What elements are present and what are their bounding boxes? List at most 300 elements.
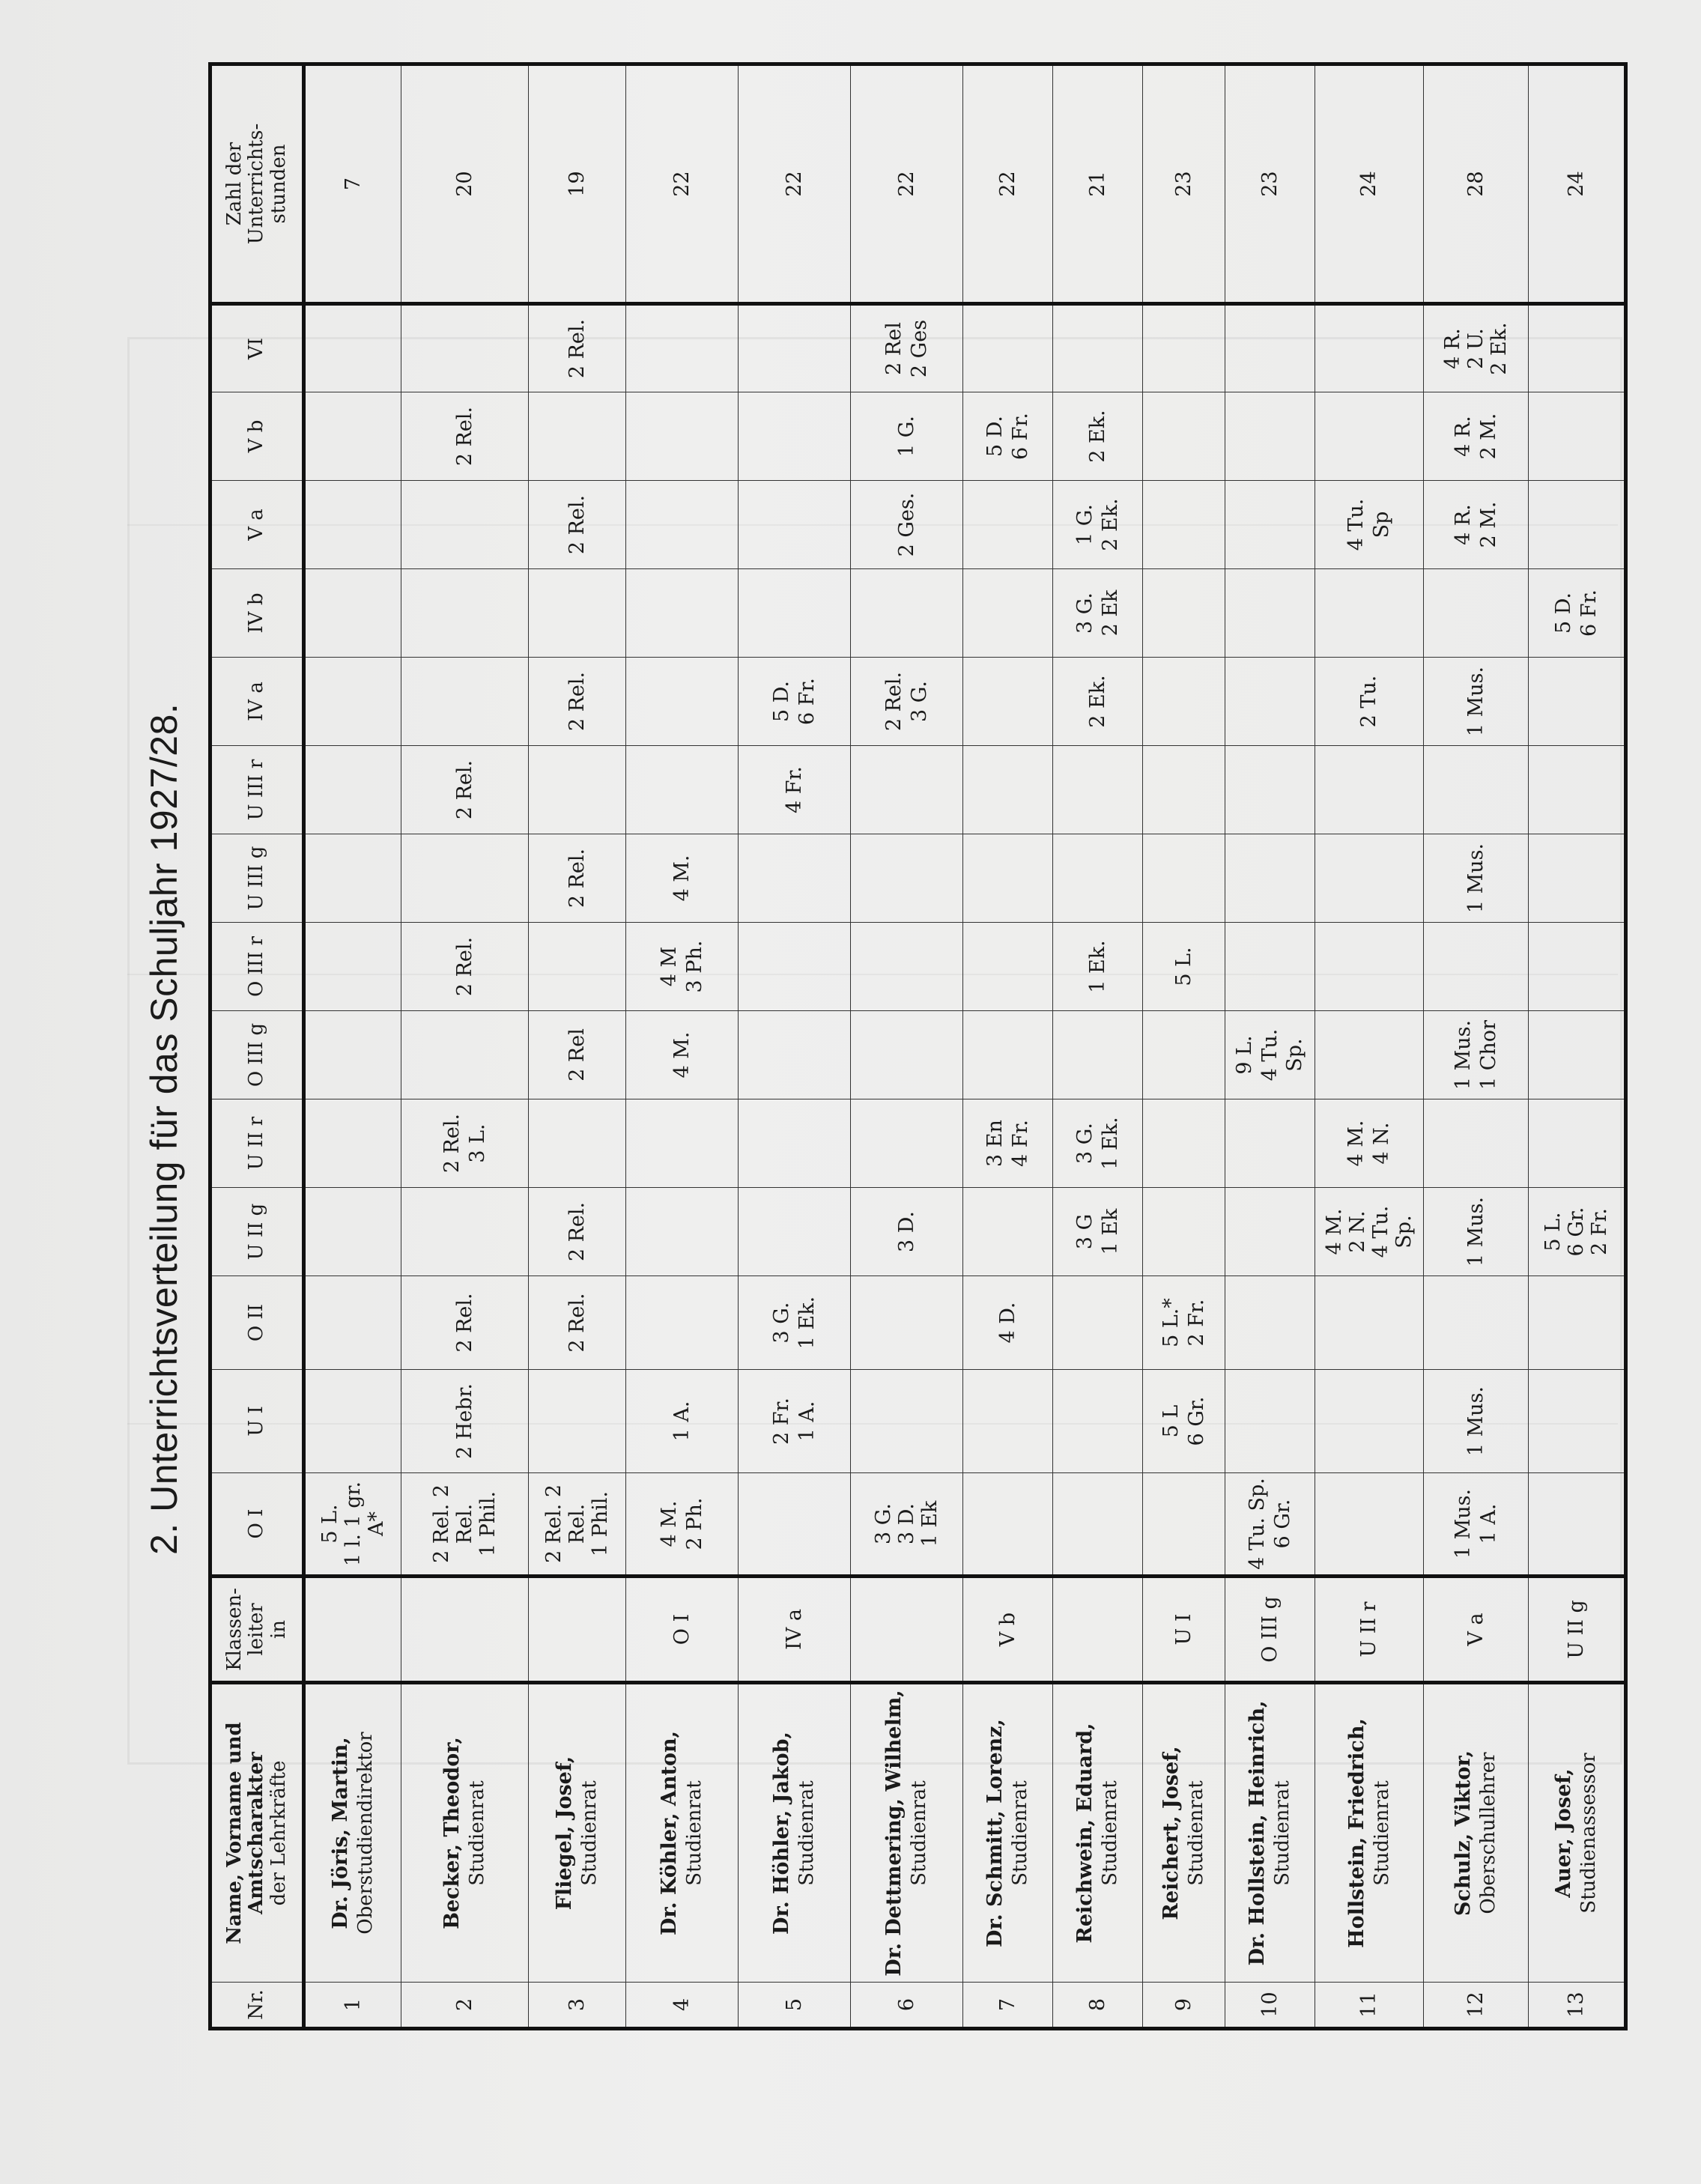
class-hours-cell: [739, 481, 851, 569]
teacher-rank: Studienrat: [908, 1780, 931, 1886]
class-hours-cell: [1225, 481, 1315, 569]
class-hours-cell: [401, 746, 529, 834]
class-hours-cell: [401, 304, 529, 392]
class-hours-cell: [963, 834, 1053, 923]
class-hours-cell: [626, 481, 739, 569]
class-hours-cell: [739, 1188, 851, 1276]
teacher-row: [529, 64, 626, 2029]
class-hours-cell: [1529, 1473, 1626, 1577]
teacher-rank: Studienrat: [1185, 1780, 1208, 1886]
class-hours-cell: [304, 1099, 401, 1188]
total-hours: 23: [1143, 64, 1225, 304]
teacher-rank: Studienrat: [795, 1780, 819, 1886]
class-hours-cell: [739, 569, 851, 658]
subject-hours: 4 Tu. Sp: [1344, 498, 1393, 551]
teacher-rank: Studienrat: [1099, 1780, 1122, 1886]
header-class-oii: O II: [210, 1276, 304, 1370]
subject-hours: 2 U.: [1464, 328, 1488, 369]
class-hours-cell: [1424, 481, 1529, 569]
teacher-row: [1143, 64, 1225, 2029]
class-hours-cell: [1143, 1011, 1225, 1099]
class-hours-cell: [1225, 392, 1315, 481]
teacher-rank: Oberstudiendirektor: [354, 1732, 378, 1935]
header-zahl: [210, 64, 304, 304]
teacher-name: Dr. Höhler, Jakob,: [770, 1732, 794, 1935]
class-hours-cell: [739, 834, 851, 923]
row-number: 1: [304, 1983, 401, 2029]
class-hours-cell: [851, 481, 963, 569]
class-hours-cell: [851, 658, 963, 746]
class-hours-cell: [963, 1370, 1053, 1473]
class-hours-cell: [1424, 658, 1529, 746]
subject-hours: 2 Ek.: [1085, 410, 1109, 463]
class-hours-cell: [401, 1188, 529, 1276]
teacher-rank: Studienassessor: [1577, 1753, 1601, 1914]
class-hours-cell: [851, 1276, 963, 1370]
class-hours-cell: [626, 746, 739, 834]
subject-hours: 1 l. 1 gr. A*: [341, 1481, 389, 1567]
class-hours-cell: [1143, 658, 1225, 746]
class-hours-cell: [1315, 1099, 1424, 1188]
total-hours: 22: [851, 64, 963, 304]
class-hours-cell: [963, 1011, 1053, 1099]
teacher-row: [1424, 64, 1529, 2029]
subject-hours: 5 L.*: [1159, 1298, 1183, 1347]
header-class-vi: VI: [210, 304, 304, 392]
teacher-row: [963, 64, 1053, 2029]
subject-hours: 1 Ek.: [1098, 1117, 1122, 1170]
teacher-name: Fliegel, Josef,: [553, 1756, 577, 1911]
header-zahl-line: Unterrichts-: [245, 123, 268, 245]
subject-hours: 1 Ek: [918, 1500, 942, 1547]
class-hours-cell: [1053, 304, 1143, 392]
subject-hours: 4 R.: [1451, 504, 1475, 545]
class-hours-cell: [1053, 1099, 1143, 1188]
teacher-row: [1225, 64, 1315, 2029]
class-hours-cell: [304, 923, 401, 1011]
subject-hours: 2 Rel.: [440, 1113, 464, 1174]
class-hours-cell: [1424, 569, 1529, 658]
class-hours-cell: [1315, 1188, 1424, 1276]
klassenleiter-cell: [529, 1577, 626, 1683]
subject-hours: 3 Ph.: [682, 940, 706, 993]
subject-hours: 5 L.: [318, 1504, 342, 1544]
class-hours-cell: [626, 1276, 739, 1370]
klassenleiter-cell: [1053, 1577, 1143, 1683]
subject-hours: 9 L.: [1232, 1035, 1256, 1075]
class-hours-cell: [1143, 1099, 1225, 1188]
class-hours-cell: [1315, 1011, 1424, 1099]
class-hours-cell: [1529, 746, 1626, 834]
total-hours: 20: [401, 64, 529, 304]
class-hours-cell: [1424, 1188, 1529, 1276]
subject-hours: 1 Ek: [1098, 1208, 1122, 1255]
subject-hours: 4 M.: [1322, 1208, 1346, 1255]
teacher-name-cell: [1424, 1683, 1529, 1983]
class-hours-cell: [1424, 304, 1529, 392]
class-hours-cell: [1143, 481, 1225, 569]
header-class-vb: V b: [210, 392, 304, 481]
class-hours-cell: [1315, 834, 1424, 923]
class-hours-cell: [739, 304, 851, 392]
total-hours: 24: [1315, 64, 1424, 304]
row-number: 10: [1225, 1983, 1315, 2029]
subject-hours: 1 Mus.: [1464, 1196, 1488, 1267]
class-hours-cell: [851, 1370, 963, 1473]
row-number: 4: [626, 1983, 739, 2029]
class-hours-cell: [1225, 1276, 1315, 1370]
class-hours-cell: [963, 304, 1053, 392]
class-hours-cell: [1529, 834, 1626, 923]
subject-hours: 1 Ek.: [1085, 940, 1109, 993]
subject-hours: 2 Rel.: [452, 936, 476, 997]
total-hours: 7: [304, 64, 401, 304]
class-hours-cell: [401, 1473, 529, 1577]
class-hours-cell: [963, 1276, 1053, 1370]
class-hours-cell: [851, 1099, 963, 1188]
teacher-name: Dr. Hollstein, Heinrich,: [1246, 1700, 1270, 1966]
class-hours-cell: [1529, 481, 1626, 569]
class-hours-cell: [1529, 1276, 1626, 1370]
header-kl-line: in: [267, 1619, 290, 1639]
header-zahl-line: stunden: [267, 144, 290, 224]
class-hours-cell: [963, 481, 1053, 569]
class-hours-cell: [851, 923, 963, 1011]
class-hours-cell: [739, 1473, 851, 1577]
class-hours-cell: [304, 304, 401, 392]
class-hours-cell: [851, 569, 963, 658]
class-hours-cell: [401, 658, 529, 746]
class-hours-cell: [1143, 1276, 1225, 1370]
teacher-row: [626, 64, 739, 2029]
class-hours-cell: [1143, 923, 1225, 1011]
class-hours-cell: [529, 1276, 626, 1370]
subject-hours: 2 M.: [1476, 501, 1500, 548]
row-number: 7: [963, 1983, 1053, 2029]
teacher-row: [304, 64, 401, 2029]
page-title: 2. Unterrichtsverteilung für das Schuljahr 1927/28.: [143, 703, 185, 1555]
total-hours: 24: [1529, 64, 1626, 304]
class-hours-cell: [1529, 658, 1626, 746]
total-hours: 19: [529, 64, 626, 304]
class-hours-cell: [1225, 1188, 1315, 1276]
subject-hours: 1 Chor: [1476, 1020, 1500, 1090]
subject-hours: 1 Phil.: [476, 1490, 500, 1557]
class-hours-cell: [626, 392, 739, 481]
teacher-name-cell: [851, 1683, 963, 1983]
class-hours-cell: [851, 1188, 963, 1276]
subject-hours: 5 L.: [1171, 947, 1195, 986]
teacher-name: Auer, Josef,: [1552, 1768, 1576, 1898]
subject-hours: 2 Rel. 2 Rel.: [542, 1484, 589, 1564]
class-hours-cell: [1424, 746, 1529, 834]
class-hours-cell: [1225, 746, 1315, 834]
header-kl-line: leiter: [245, 1603, 268, 1656]
header-zahl-line: Zahl der: [223, 142, 246, 226]
class-hours-cell: [626, 1011, 739, 1099]
class-hours-cell: [1529, 1099, 1626, 1188]
subject-hours: 6 Gr.: [1564, 1207, 1588, 1257]
class-hours-cell: [963, 923, 1053, 1011]
class-hours-cell: [1225, 923, 1315, 1011]
subject-hours: 4 Tu. Sp.: [1258, 1028, 1307, 1082]
row-number: 9: [1143, 1983, 1225, 2029]
class-hours-cell: [401, 392, 529, 481]
class-hours-cell: [1315, 392, 1424, 481]
subject-hours: 2 Ek.: [1488, 322, 1512, 375]
teacher-row: [401, 64, 529, 2029]
subject-hours: 1 G.: [1073, 504, 1097, 545]
class-hours-cell: [1053, 923, 1143, 1011]
row-number: 13: [1529, 1983, 1626, 2029]
teacher-name-cell: [963, 1683, 1053, 1983]
class-hours-cell: [529, 1099, 626, 1188]
class-hours-cell: [626, 1473, 739, 1577]
class-hours-cell: [401, 1276, 529, 1370]
subject-hours: 4 M.: [670, 1031, 694, 1079]
subject-hours: 4 Tu. Sp.: [1245, 1478, 1269, 1570]
subject-hours: 4 M: [657, 946, 681, 987]
subject-hours: 4 Fr.: [782, 765, 806, 814]
class-hours-cell: [1225, 1370, 1315, 1473]
class-hours-cell: [529, 658, 626, 746]
header-class-uiig: U II g: [210, 1188, 304, 1276]
klassenleiter-cell: [851, 1577, 963, 1683]
class-hours-cell: [963, 1473, 1053, 1577]
subject-hours: 1 A.: [795, 1401, 819, 1442]
class-hours-cell: [1053, 1370, 1143, 1473]
header-name: [210, 1683, 304, 1983]
class-hours-cell: [626, 923, 739, 1011]
class-hours-cell: [851, 304, 963, 392]
class-hours-cell: [1315, 746, 1424, 834]
subject-hours: 4 R.: [1440, 328, 1464, 369]
class-hours-cell: [1424, 834, 1529, 923]
class-hours-cell: [1225, 1099, 1315, 1188]
subject-hours: 2 Rel.: [565, 318, 589, 379]
row-number: 5: [739, 1983, 851, 2029]
class-hours-cell: [626, 304, 739, 392]
subject-hours: 1 Mus.: [1464, 1386, 1488, 1457]
total-hours: 21: [1053, 64, 1143, 304]
teacher-row: [851, 64, 963, 2029]
header-nr: Nr.: [210, 1983, 304, 2029]
subject-hours: 2 Hebr.: [452, 1383, 476, 1460]
class-hours-cell: [1529, 1370, 1626, 1473]
subject-hours: 3 G: [1073, 1213, 1097, 1250]
class-hours-cell: [1424, 923, 1529, 1011]
teacher-row: [1529, 64, 1626, 2029]
class-hours-cell: [401, 569, 529, 658]
table-body: [210, 64, 1626, 2029]
class-hours-cell: [1143, 834, 1225, 923]
class-hours-cell: [1315, 481, 1424, 569]
class-hours-cell: [1315, 1276, 1424, 1370]
class-hours-cell: [1315, 1473, 1424, 1577]
subject-hours: 1 Phil.: [589, 1490, 613, 1557]
class-hours-cell: [1529, 1188, 1626, 1276]
subject-hours: 3 G.: [871, 1503, 895, 1544]
header-name-line: Name, Vorname und: [223, 1722, 246, 1944]
class-hours-cell: [739, 1011, 851, 1099]
class-hours-cell: [304, 1370, 401, 1473]
teacher-name-cell: [1529, 1683, 1626, 1983]
klassenleiter-cell: U II r: [1315, 1577, 1424, 1683]
subject-hours: 2 Ges: [907, 319, 931, 378]
class-hours-cell: [1053, 1188, 1143, 1276]
class-hours-cell: [1529, 392, 1626, 481]
subject-hours: 2 Rel.: [565, 848, 589, 909]
subject-hours: 6 Gr.: [1270, 1499, 1294, 1549]
subject-hours: 2 Rel.: [452, 1293, 476, 1353]
subject-hours: 3 G.: [1073, 1123, 1097, 1164]
class-hours-cell: [739, 746, 851, 834]
header-name-line: der Lehrkräfte: [267, 1760, 290, 1906]
subject-hours: 2 Rel.: [565, 1293, 589, 1353]
class-hours-cell: [1529, 1011, 1626, 1099]
class-hours-cell: [1225, 304, 1315, 392]
class-hours-cell: [529, 834, 626, 923]
class-hours-cell: [1053, 392, 1143, 481]
klassenleiter-cell: V a: [1424, 1577, 1529, 1683]
class-hours-cell: [739, 1099, 851, 1188]
class-hours-cell: [963, 569, 1053, 658]
header-class-ui: U I: [210, 1370, 304, 1473]
subject-hours: 6 Gr.: [1184, 1396, 1208, 1446]
header-class-oiiig: O III g: [210, 1011, 304, 1099]
teacher-row: [1053, 64, 1143, 2029]
subject-hours: 2 Rel: [882, 322, 906, 375]
class-hours-cell: [1529, 923, 1626, 1011]
subject-hours: 2 Ek: [1098, 589, 1122, 637]
klassenleiter-cell: [401, 1577, 529, 1683]
class-hours-cell: [739, 923, 851, 1011]
class-hours-cell: [1315, 923, 1424, 1011]
class-hours-cell: [739, 1370, 851, 1473]
subject-hours: 5 D.: [1551, 592, 1575, 634]
class-hours-cell: [1053, 746, 1143, 834]
subject-hours: 4 N.: [1370, 1122, 1393, 1165]
class-hours-cell: [401, 923, 529, 1011]
teacher-name: Reichert, Josef,: [1159, 1746, 1183, 1920]
class-hours-cell: [529, 304, 626, 392]
subject-hours: 3 D.: [894, 1210, 918, 1253]
class-hours-cell: [529, 923, 626, 1011]
class-hours-cell: [1225, 1473, 1315, 1577]
class-hours-cell: [963, 746, 1053, 834]
class-hours-cell: [1529, 304, 1626, 392]
header-class-oi: O I: [210, 1473, 304, 1577]
subject-hours: 4 M.: [657, 1500, 681, 1547]
class-hours-cell: [1053, 569, 1143, 658]
class-hours-cell: [1315, 569, 1424, 658]
klassenleiter-cell: IV a: [739, 1577, 851, 1683]
subject-hours: 4 R.: [1451, 416, 1475, 457]
class-hours-cell: [304, 392, 401, 481]
class-hours-cell: [626, 834, 739, 923]
subject-hours: 1 Mus.: [1451, 1488, 1475, 1559]
class-hours-cell: [304, 1276, 401, 1370]
header-class-uiir: U II r: [210, 1099, 304, 1188]
teacher-rank: Oberschullehrer: [1477, 1752, 1500, 1914]
klassenleiter-cell: U II g: [1529, 1577, 1626, 1683]
header-kl-line: Klassen-: [223, 1588, 246, 1671]
class-hours-cell: [529, 569, 626, 658]
subject-hours: 2 Rel. 2 Rel.: [429, 1484, 476, 1564]
subject-hours: 5 L: [1159, 1404, 1183, 1438]
teacher-name-cell: [1143, 1683, 1225, 1983]
class-hours-cell: [1053, 1011, 1143, 1099]
class-hours-cell: [963, 1099, 1053, 1188]
teacher-name: Hollstein, Friedrich,: [1344, 1718, 1368, 1948]
class-hours-cell: [963, 1188, 1053, 1276]
class-hours-cell: [529, 1011, 626, 1099]
class-hours-cell: [529, 392, 626, 481]
class-hours-cell: [1053, 1473, 1143, 1577]
header-class-iva: IV a: [210, 658, 304, 746]
total-hours: 28: [1424, 64, 1529, 304]
subject-hours: 2 Ek.: [1098, 498, 1122, 551]
header-class-uiiig: U III g: [210, 834, 304, 923]
class-hours-cell: [304, 746, 401, 834]
subject-hours: 5 L.: [1541, 1212, 1565, 1252]
class-hours-cell: [851, 1473, 963, 1577]
subject-hours: 2 Rel.: [882, 671, 906, 732]
class-hours-cell: [1143, 304, 1225, 392]
total-hours: 23: [1225, 64, 1315, 304]
subject-hours: 2 M.: [1476, 413, 1500, 460]
class-hours-cell: [1424, 1011, 1529, 1099]
klassenleiter-cell: O III g: [1225, 1577, 1315, 1683]
class-hours-cell: [1053, 1276, 1143, 1370]
subject-hours: 2 Fr.: [1184, 1299, 1208, 1347]
class-hours-cell: [401, 1099, 529, 1188]
teacher-name: Schulz, Viktor,: [1452, 1750, 1476, 1917]
row-number: 11: [1315, 1983, 1424, 2029]
class-hours-cell: [304, 834, 401, 923]
class-hours-cell: [1143, 746, 1225, 834]
subject-hours: 2 Rel.: [452, 759, 476, 820]
teacher-rank: Studienrat: [683, 1780, 706, 1886]
class-hours-cell: [304, 658, 401, 746]
subject-hours: 5 D.: [983, 415, 1007, 458]
teacher-name: Reichwein, Eduard,: [1073, 1723, 1097, 1944]
teacher-name: Dr. Dettmering, Wilhelm,: [882, 1690, 906, 1977]
class-hours-cell: [304, 1188, 401, 1276]
teacher-row: [1315, 64, 1424, 2029]
subject-hours: 6 Fr.: [1008, 412, 1032, 461]
subject-hours: 3 G.: [1073, 592, 1097, 634]
subject-hours: 4 M.: [670, 855, 694, 902]
class-hours-cell: [1315, 304, 1424, 392]
row-number: 8: [1053, 1983, 1143, 2029]
class-hours-cell: [1424, 1370, 1529, 1473]
klassenleiter-cell: U I: [1143, 1577, 1225, 1683]
row-number: 12: [1424, 1983, 1529, 2029]
subject-hours: 1 Mus.: [1464, 843, 1488, 914]
subject-hours: 2 Rel.: [452, 406, 476, 467]
class-hours-cell: [963, 392, 1053, 481]
teacher-row: [739, 64, 851, 2029]
teaching-assignment-table: [208, 62, 1628, 2030]
class-hours-cell: [626, 1370, 739, 1473]
header-klassenleiter: [210, 1577, 304, 1683]
subject-hours: 1 A.: [670, 1401, 694, 1442]
class-hours-cell: [1143, 1473, 1225, 1577]
class-hours-cell: [1143, 1370, 1225, 1473]
subject-hours: 2 Rel.: [565, 1201, 589, 1262]
class-hours-cell: [529, 1188, 626, 1276]
